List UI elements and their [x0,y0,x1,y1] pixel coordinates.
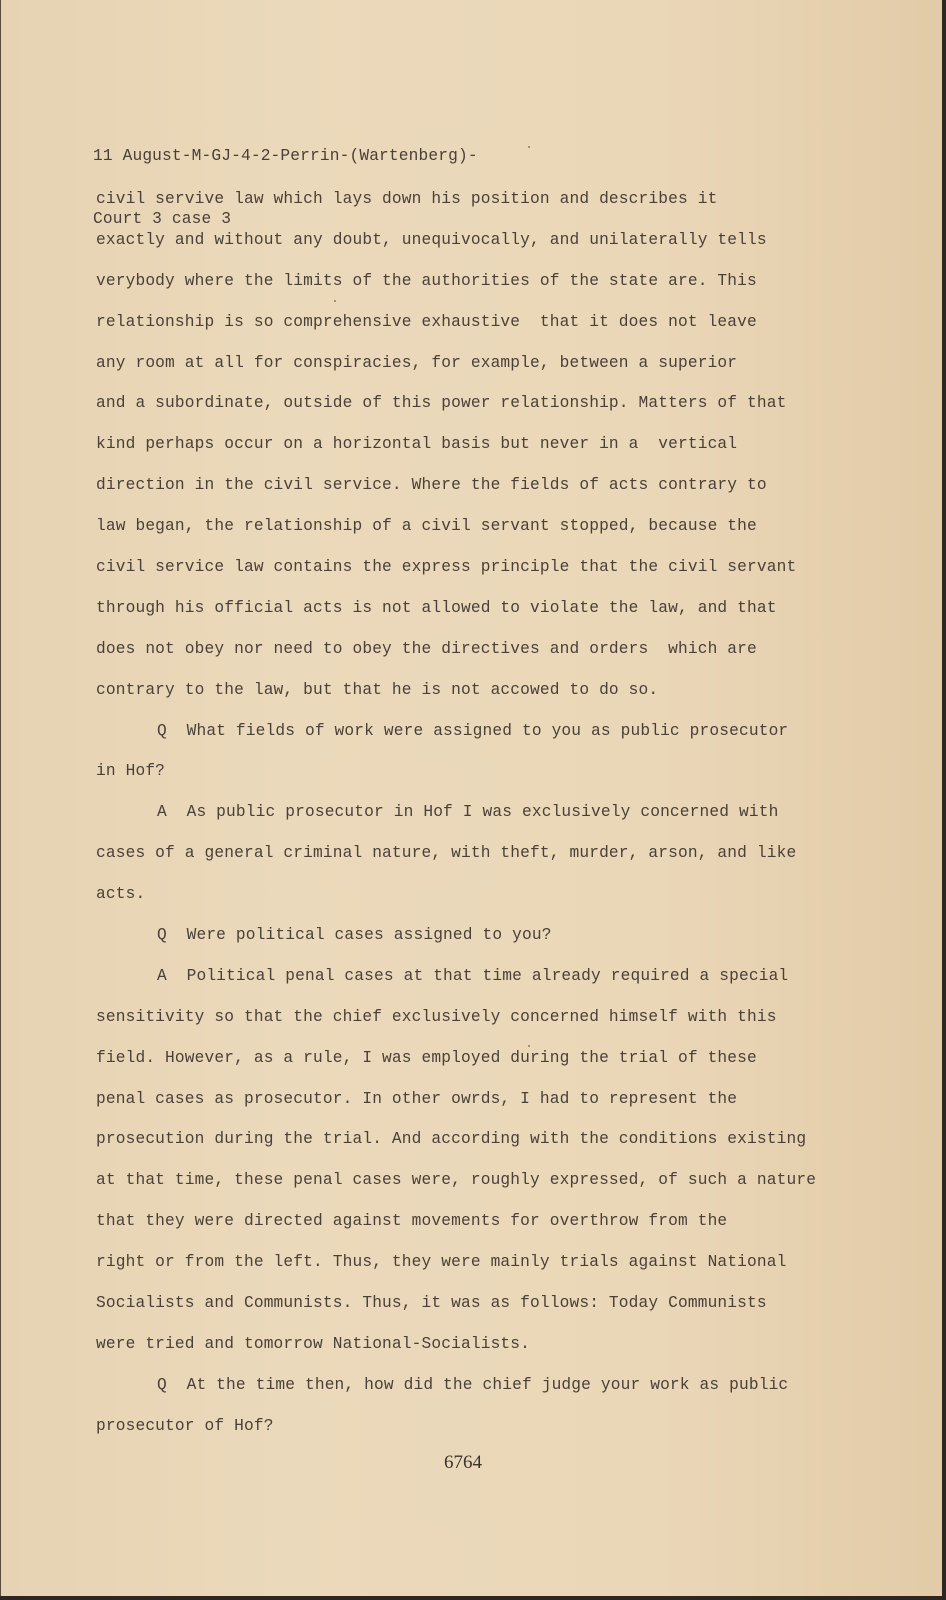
transcript-line: acts. [96,885,146,904]
transcript-line: kind perhaps occur on a horizontal basis but never in a vertical [96,435,738,454]
transcript-line: and a subordinate, outside of this power relationship. Matters of that [96,394,787,413]
transcript-line: any room at all for conspiracies, for example, between a superior [96,353,738,372]
transcript-line: penal cases as prosecutor. In other owrds, I had to represent the [96,1089,738,1108]
paper-speck [528,1045,530,1047]
transcript-body [96,188,816,1456]
paper-speck [528,146,530,148]
transcript-line: A As public prosecutor in Hof I was exclusively concerned with [157,803,779,822]
transcript-line: field. However, as a rule, I was employed during the trial of these [96,1048,757,1067]
transcript-line: civil service law contains the express principle that the civil servant [96,558,797,577]
transcript-line: at that time, these penal cases were, roughly expressed, of such a nature [96,1171,817,1190]
page-number: 6764 [444,1452,482,1473]
transcript-line: through his official acts is not allowed to violate the law, and that [96,598,777,617]
transcript-line: Socialists and Communists. Thus, it was as follows: Today Communists [96,1294,767,1313]
transcript-line: right or from the left. Thus, they were mainly trials against National [96,1253,787,1272]
header-line-1: 11 August-M-GJ-4-2-Perrin-(Wartenberg)- [93,147,478,165]
transcript-line: were tried and tomorrow National-Socialists. [96,1334,531,1353]
transcript-line: Q At the time then, how did the chief judge your work as public [157,1375,789,1394]
transcript-line: civil servive law which lays down his position and describes it [96,190,718,208]
scan-edge-bottom [0,1596,946,1600]
transcript-line: relationship is so comprehensive exhaustive that it does not leave [96,312,757,331]
transcript-line: Q What fields of work were assigned to you as public prosecutor [157,721,789,740]
transcript-line: Q Were political cases assigned to you? [157,926,552,945]
transcript-line: contrary to the law, but that he is not accowed to do so. [96,680,659,699]
transcript-line: sensitivity so that the chief exclusively concerned himself with this [96,1007,777,1026]
transcript-line: law began, the relationship of a civil servant stopped, because the [96,517,757,536]
header-line-2: Court 3 case 3 [93,210,232,228]
transcript-line: does not obey nor need to obey the directives and orders which are [96,639,757,658]
transcript-line: that they were directed against movements for overthrow from the [96,1212,728,1231]
transcript-line: prosecutor of Hof? [96,1416,274,1435]
scan-edge-right [942,0,946,1600]
transcript-line: verybody where the limits of the authorities of the state are. This [96,271,757,290]
transcript-line: exactly and without any doubt, unequivocally, and unilaterally tells [96,230,767,249]
paper-speck [334,300,336,302]
transcript-line: in Hof? [96,762,166,781]
transcript-line: A Political penal cases at that time already required a special [157,966,789,985]
transcript-line: prosecution during the trial. And according with the conditions existing [96,1130,807,1149]
transcript-line: direction in the civil service. Where the fields of acts contrary to [96,476,767,495]
transcript-line: cases of a general criminal nature, with theft, murder, arson, and like [96,844,797,863]
